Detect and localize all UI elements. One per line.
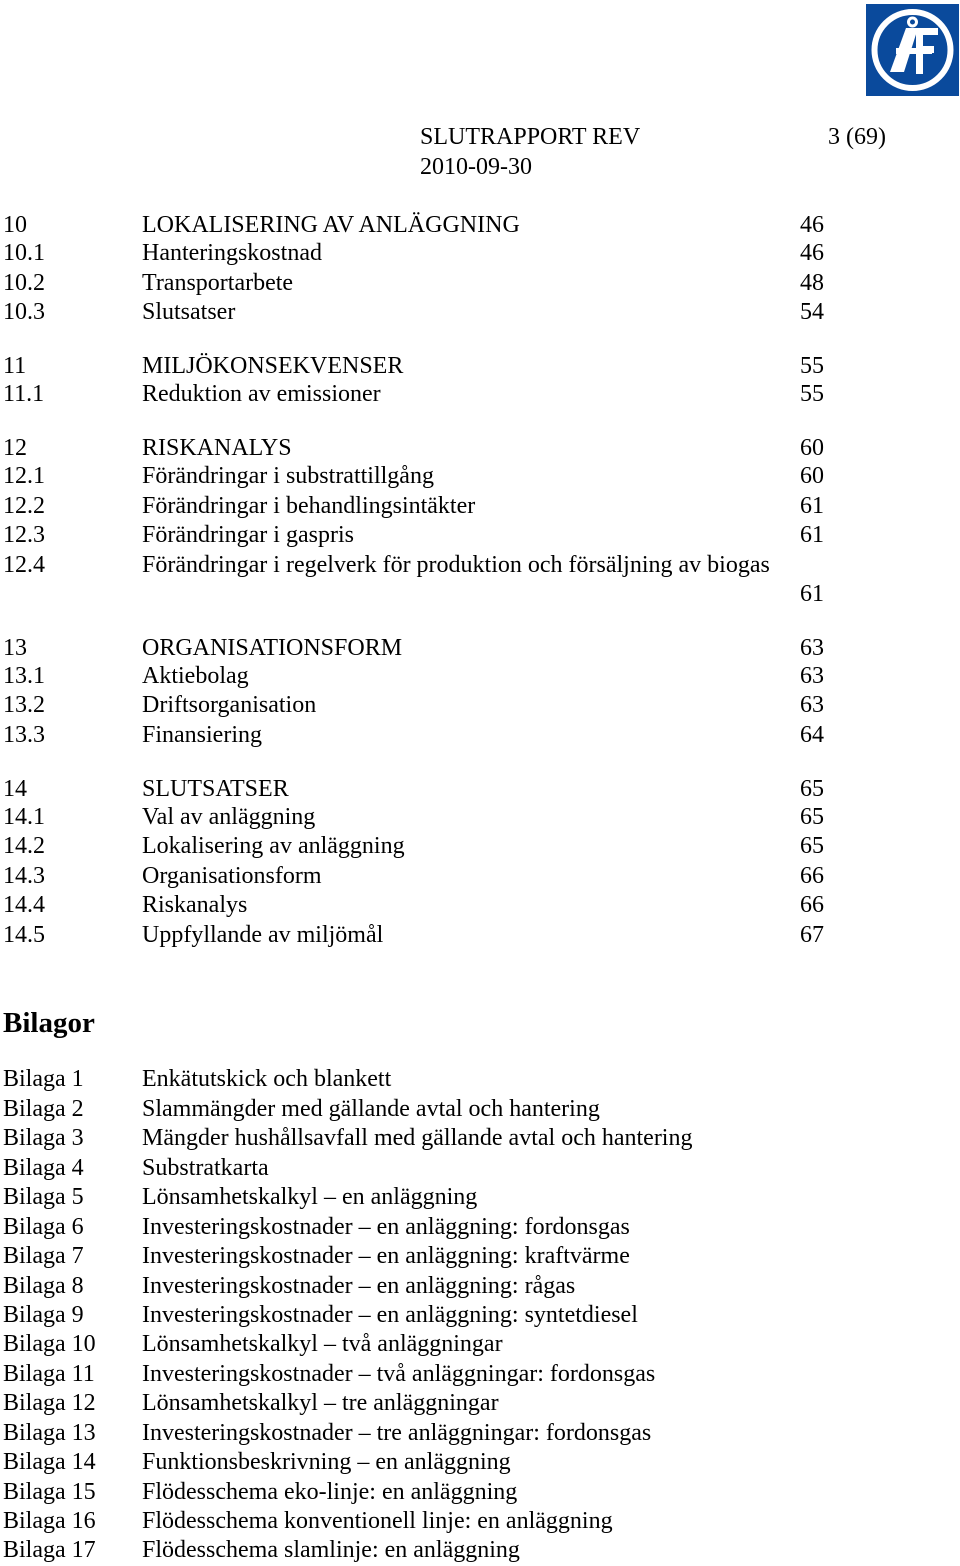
appendix-label: Bilaga 16 xyxy=(3,1508,96,1534)
appendix-text: Investeringskostnader – en anläggning: kraftvärme xyxy=(142,1243,630,1269)
toc-page: 65 xyxy=(800,804,824,830)
appendix-text: Enkätutskick och blankett xyxy=(142,1066,392,1092)
toc-row xyxy=(0,550,960,580)
toc-page: 66 xyxy=(800,863,824,889)
appendix-item xyxy=(0,1359,960,1389)
toc-number: 14.5 xyxy=(3,922,45,948)
toc-page: 63 xyxy=(800,635,824,661)
toc-row xyxy=(0,690,960,720)
appendix-label: Bilaga 15 xyxy=(3,1479,96,1505)
appendix-item xyxy=(0,1271,960,1301)
toc-title: Förändringar i substrattillgång xyxy=(142,463,434,489)
toc-title: Slutsatser xyxy=(142,299,236,325)
toc-title: Reduktion av emissioner xyxy=(142,381,381,407)
toc-row-continuation xyxy=(0,579,960,609)
appendix-text: Investeringskostnader – tre anläggningar: fordonsgas xyxy=(142,1420,652,1446)
toc-number: 12.3 xyxy=(3,522,45,548)
toc-number: 13.3 xyxy=(3,722,45,748)
toc-row xyxy=(0,461,960,491)
toc-number: 14.2 xyxy=(3,833,45,859)
appendix-label: Bilaga 5 xyxy=(3,1184,84,1210)
toc-page: 66 xyxy=(800,892,824,918)
report-date: 2010-09-30 xyxy=(420,154,532,180)
appendix-item xyxy=(0,1388,960,1418)
toc-row xyxy=(0,633,960,663)
toc-number: 10 xyxy=(3,212,27,238)
appendix-text: Investeringskostnader – en anläggning: rågas xyxy=(142,1273,576,1299)
appendix-label: Bilaga 1 xyxy=(3,1066,84,1092)
toc-number: 13.1 xyxy=(3,663,45,689)
appendix-label: Bilaga 7 xyxy=(3,1243,84,1269)
appendix-heading: Bilagor xyxy=(3,1007,95,1039)
appendix-text: Substratkarta xyxy=(142,1155,269,1181)
appendix-text: Flödesschema slamlinje: en anläggning xyxy=(142,1537,520,1563)
page-indicator: 3 (69) xyxy=(828,124,886,150)
toc-title: Finansiering xyxy=(142,722,262,748)
toc-title: LOKALISERING AV ANLÄGGNING xyxy=(142,212,520,238)
appendix-item xyxy=(0,1182,960,1212)
appendix-text: Slammängder med gällande avtal och hantering xyxy=(142,1096,600,1122)
toc-number: 14 xyxy=(3,776,27,802)
toc-title: ORGANISATIONSFORM xyxy=(142,635,403,661)
toc-row xyxy=(0,861,960,891)
toc-row xyxy=(0,802,960,832)
appendix-label: Bilaga 8 xyxy=(3,1273,84,1299)
toc-row xyxy=(0,351,960,381)
toc-row xyxy=(0,890,960,920)
toc-title: Lokalisering av anläggning xyxy=(142,833,405,859)
toc-page: 48 xyxy=(800,270,824,296)
toc-page: 46 xyxy=(800,212,824,238)
appendix-text: Investeringskostnader – en anläggning: fordonsgas xyxy=(142,1214,630,1240)
toc-page: 60 xyxy=(800,463,824,489)
appendix-text: Lönsamhetskalkyl – två anläggningar xyxy=(142,1331,503,1357)
appendix-item xyxy=(0,1329,960,1359)
toc-number: 12.4 xyxy=(3,552,45,578)
toc-row xyxy=(0,210,960,240)
appendix-item xyxy=(0,1418,960,1448)
appendix-label: Bilaga 10 xyxy=(3,1331,96,1357)
toc-page: 55 xyxy=(800,381,824,407)
appendix-label: Bilaga 6 xyxy=(3,1214,84,1240)
toc-row xyxy=(0,920,960,950)
toc-row xyxy=(0,720,960,750)
appendix-item xyxy=(0,1535,960,1565)
appendix-item xyxy=(0,1241,960,1271)
toc-number: 10.3 xyxy=(3,299,45,325)
appendix-item xyxy=(0,1506,960,1536)
appendix-item xyxy=(0,1477,960,1507)
toc-title: Förändringar i behandlingsintäkter xyxy=(142,493,476,519)
toc-title: SLUTSATSER xyxy=(142,776,289,802)
toc-number: 11 xyxy=(3,353,27,379)
appendix-label: Bilaga 3 xyxy=(3,1125,84,1151)
toc-page: 65 xyxy=(800,833,824,859)
report-title: SLUTRAPPORT REV xyxy=(420,124,641,150)
toc-number: 10.2 xyxy=(3,270,45,296)
appendix-text: Funktionsbeskrivning – en anläggning xyxy=(142,1449,511,1475)
appendix-item xyxy=(0,1300,960,1330)
toc-row xyxy=(0,661,960,691)
appendix-label: Bilaga 17 xyxy=(3,1537,96,1563)
appendix-text: Lönsamhetskalkyl – en anläggning xyxy=(142,1184,478,1210)
toc-page: 67 xyxy=(800,922,824,948)
toc-row xyxy=(0,297,960,327)
toc-title: Driftsorganisation xyxy=(142,692,317,718)
toc-number: 14.4 xyxy=(3,892,45,918)
toc-title: Förändringar i regelverk för produktion och försäljning av biogas xyxy=(142,552,770,578)
toc-number: 12.2 xyxy=(3,493,45,519)
appendix-item xyxy=(0,1094,960,1124)
toc-page: 61 xyxy=(800,493,824,519)
toc-row xyxy=(0,379,960,409)
toc-page: 55 xyxy=(800,353,824,379)
toc-title: RISKANALYS xyxy=(142,435,292,461)
appendix-text: Lönsamhetskalkyl – tre anläggningar xyxy=(142,1390,499,1416)
appendix-text: Flödesschema konventionell linje: en anläggning xyxy=(142,1508,613,1534)
toc-title: Val av anläggning xyxy=(142,804,316,830)
toc-number: 14.1 xyxy=(3,804,45,830)
appendix-text: Investeringskostnader – en anläggning: syntetdiesel xyxy=(142,1302,638,1328)
appendix-label: Bilaga 9 xyxy=(3,1302,84,1328)
toc-number: 12 xyxy=(3,435,27,461)
toc-page: 46 xyxy=(800,240,824,266)
appendix-item xyxy=(0,1123,960,1153)
appendix-item xyxy=(0,1153,960,1183)
toc-title: Aktiebolag xyxy=(142,663,249,689)
appendix-label: Bilaga 14 xyxy=(3,1449,96,1475)
appendix-text: Investeringskostnader – två anläggningar: fordonsgas xyxy=(142,1361,656,1387)
appendix-text: Flödesschema eko-linje: en anläggning xyxy=(142,1479,518,1505)
toc-title: Förändringar i gaspris xyxy=(142,522,354,548)
toc-title: Hanteringskostnad xyxy=(142,240,322,266)
toc-page: 63 xyxy=(800,663,824,689)
appendix-label: Bilaga 11 xyxy=(3,1361,95,1387)
appendix-label: Bilaga 4 xyxy=(3,1155,84,1181)
toc-title: Organisationsform xyxy=(142,863,322,889)
appendix-label: Bilaga 13 xyxy=(3,1420,96,1446)
toc-row xyxy=(0,520,960,550)
toc-row xyxy=(0,433,960,463)
appendix-item xyxy=(0,1447,960,1477)
appendix-text: Mängder hushållsavfall med gällande avtal och hantering xyxy=(142,1125,693,1151)
appendix-item xyxy=(0,1064,960,1094)
toc-title: Riskanalys xyxy=(142,892,248,918)
appendix-item xyxy=(0,1212,960,1242)
toc-page: 61 xyxy=(800,522,824,548)
toc-number: 10.1 xyxy=(3,240,45,266)
toc-row xyxy=(0,831,960,861)
toc-row xyxy=(0,491,960,521)
toc-row xyxy=(0,268,960,298)
toc-title: MILJÖKONSEKVENSER xyxy=(142,353,404,379)
appendix-label: Bilaga 2 xyxy=(3,1096,84,1122)
toc-title: Uppfyllande av miljömål xyxy=(142,922,384,948)
toc-number: 11.1 xyxy=(3,381,45,407)
toc-number: 12.1 xyxy=(3,463,45,489)
toc-title: Transportarbete xyxy=(142,270,294,296)
toc-number: 13.2 xyxy=(3,692,45,718)
appendix-label: Bilaga 12 xyxy=(3,1390,96,1416)
toc-row xyxy=(0,774,960,804)
toc-page: 64 xyxy=(800,722,824,748)
toc-number: 13 xyxy=(3,635,27,661)
toc-page: 61 xyxy=(800,581,824,607)
toc-page: 63 xyxy=(800,692,824,718)
toc-row xyxy=(0,238,960,268)
toc-page: 65 xyxy=(800,776,824,802)
toc-page: 54 xyxy=(800,299,824,325)
toc-page: 60 xyxy=(800,435,824,461)
af-logo-icon xyxy=(866,4,959,96)
toc-number: 14.3 xyxy=(3,863,45,889)
